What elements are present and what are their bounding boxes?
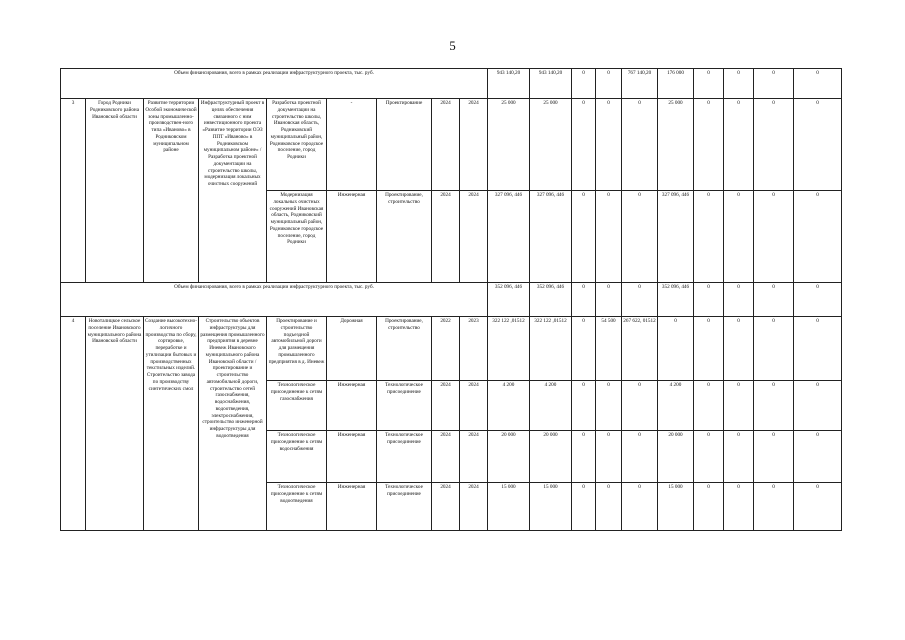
end-year-cell: 2024 <box>460 191 488 283</box>
value-cell: 0 <box>754 381 794 431</box>
value-cell: 0 <box>622 99 658 191</box>
value-cell: 25 000 <box>658 99 694 191</box>
value-cell: 15 000 <box>488 483 530 531</box>
summary-value: 0 <box>596 283 622 317</box>
value-cell: 0 <box>794 483 842 531</box>
object-type-cell: Инженерная <box>327 191 377 283</box>
end-year-cell: 2024 <box>460 99 488 191</box>
value-cell: 322 122 ,01512 <box>530 317 572 381</box>
value-cell: 0 <box>794 99 842 191</box>
start-year-cell: 2024 <box>432 191 460 283</box>
stage-cell: Технологическое присоединение <box>377 431 432 483</box>
value-cell: 0 <box>596 431 622 483</box>
end-year-cell: 2023 <box>460 317 488 381</box>
value-cell: 327 096, 446 <box>530 191 572 283</box>
stage-cell: Проектирование <box>377 99 432 191</box>
value-cell: 0 <box>572 483 596 531</box>
value-cell: 20 000 <box>658 431 694 483</box>
summary-value: 352 096, 446 <box>488 283 530 317</box>
stage-cell: Технологическое присоединение <box>377 381 432 431</box>
value-cell: 20 000 <box>488 431 530 483</box>
start-year-cell: 2024 <box>432 431 460 483</box>
value-cell: 4 200 <box>658 381 694 431</box>
start-year-cell: 2024 <box>432 483 460 531</box>
summary-value: 0 <box>694 283 724 317</box>
value-cell: 15 000 <box>530 483 572 531</box>
summary-value: 943 140,20 <box>530 69 572 99</box>
goal-cell: Создание высокотехно-логичного производства по сбору, сортировке, переработке и утилизации бытовых и производственных текстильных изделий. Строительство завода по производству синтетических смол <box>144 317 199 531</box>
table-row <box>61 317 842 381</box>
summary-label: Объем финансирования, всего в рамках реализации инфраструктурного проекта, тыс. руб. <box>61 69 488 99</box>
goal-cell: Развитие территории Особой экономической зоны промышленно-производствен-ного типа «Иваново» в Родниковском муниципальном районе <box>144 99 199 283</box>
start-year-cell: 2024 <box>432 381 460 431</box>
value-cell: 0 <box>794 191 842 283</box>
project-cell: Строительство объектов инфраструктуры для размещения промышленного предприятия в деревне Иневеж Ивановского муниципального района Ивановской области / проектирование и строительство автомобильной дороги, строительство сетей газоснабжения, водоснабжения, водоотведения, электроснабжения, строительство инженерной инфраструктуры для водоотведения <box>199 317 267 531</box>
end-year-cell: 2024 <box>460 431 488 483</box>
object-type-cell: Инженерная <box>327 431 377 483</box>
value-cell: 0 <box>596 381 622 431</box>
value-cell: 0 <box>724 191 754 283</box>
value-cell: 0 <box>754 431 794 483</box>
value-cell: 0 <box>596 191 622 283</box>
summary-value: 0 <box>622 283 658 317</box>
end-year-cell: 2024 <box>460 483 488 531</box>
stage-cell: Проектирование, строительство <box>377 317 432 381</box>
end-year-cell: 2024 <box>460 381 488 431</box>
page-number: 5 <box>449 38 456 53</box>
value-cell: 0 <box>754 99 794 191</box>
summary-value: 767 140,20 <box>622 69 658 99</box>
summary-value: 0 <box>694 69 724 99</box>
stage-cell: Проектирование, строительство <box>377 191 432 283</box>
summary-value: 176 000 <box>658 69 694 99</box>
value-cell: 0 <box>572 99 596 191</box>
object-name-cell: Модернизация локальных очистных сооружений Ивановская область, Родниковский муниципальный район, Родниковское городское поселение, город Родники <box>267 191 327 283</box>
row-number: 3 <box>61 99 86 283</box>
territory-cell: Новоталицкое сельское поселение Ивановского муниципального района Ивановской области <box>86 317 144 531</box>
value-cell: 0 <box>572 381 596 431</box>
summary-value: 0 <box>724 69 754 99</box>
value-cell: 267 622, 01512 <box>622 317 658 381</box>
value-cell: 0 <box>694 483 724 531</box>
object-type-cell: Инженерная <box>327 483 377 531</box>
value-cell: 0 <box>694 191 724 283</box>
summary-value: 943 140,20 <box>488 69 530 99</box>
value-cell: 0 <box>694 381 724 431</box>
object-name-cell: Проектирование и строительство подъездной автомобильной дороги для размещения промышленного предприятия в д. Иневеж <box>267 317 327 381</box>
value-cell: 25 000 <box>530 99 572 191</box>
value-cell: 0 <box>596 483 622 531</box>
value-cell: 0 <box>794 381 842 431</box>
value-cell: 4 200 <box>488 381 530 431</box>
value-cell: 15 000 <box>658 483 694 531</box>
value-cell: 0 <box>694 99 724 191</box>
value-cell: 0 <box>724 381 754 431</box>
summary-value: 0 <box>572 283 596 317</box>
value-cell: 0 <box>754 191 794 283</box>
summary-value: 352 096, 446 <box>658 283 694 317</box>
summary-row <box>61 283 842 317</box>
project-cell: Инфраструктурный проект в целях обеспечения связанного с ним инвестиционного проекта «Развитие территории ОЭЗ ППТ «Иваново» в Родниковском муниципальном районе» / Разработка проектной документации на строительство школы, модернизация локальных очистных сооружений <box>199 99 267 283</box>
value-cell: 0 <box>572 191 596 283</box>
start-year-cell: 2022 <box>432 317 460 381</box>
value-cell: 0 <box>754 317 794 381</box>
value-cell: 0 <box>754 483 794 531</box>
object-type-cell: Дорожная <box>327 317 377 381</box>
summary-value: 352 096, 446 <box>530 283 572 317</box>
summary-value: 0 <box>754 69 794 99</box>
table-row <box>61 99 842 191</box>
territory-cell: Город Родники Родниковского района Ивановской области <box>86 99 144 283</box>
summary-value: 0 <box>572 69 596 99</box>
value-cell: 327 096, 446 <box>488 191 530 283</box>
row-number: 4 <box>61 317 86 531</box>
value-cell: 0 <box>622 483 658 531</box>
value-cell: 0 <box>724 431 754 483</box>
summary-value: 0 <box>596 69 622 99</box>
value-cell: 0 <box>572 431 596 483</box>
value-cell: 0 <box>694 317 724 381</box>
value-cell: 0 <box>724 99 754 191</box>
summary-value: 0 <box>754 283 794 317</box>
value-cell: 0 <box>622 191 658 283</box>
object-name-cell: Разработка проектной документации на строительство школы, Ивановская область, Родниковский муниципальный район, Родниковское городское поселение, город Родники <box>267 99 327 191</box>
infrastructure-table <box>60 68 842 531</box>
value-cell: 54 500 <box>596 317 622 381</box>
value-cell: 0 <box>724 317 754 381</box>
stage-cell: Технологическое присоединение <box>377 483 432 531</box>
value-cell: 0 <box>724 483 754 531</box>
value-cell: 20 000 <box>530 431 572 483</box>
object-name-cell: Технологическое присоединение к сетям водоотведения <box>267 483 327 531</box>
summary-label: Объем финансирования, всего в рамках реализации инфраструктурного проекта, тыс. руб. <box>61 283 488 317</box>
value-cell: 0 <box>572 317 596 381</box>
object-name-cell: Технологическое присоединение к сетям газоснабжения <box>267 381 327 431</box>
value-cell: 0 <box>658 317 694 381</box>
value-cell: 25 000 <box>488 99 530 191</box>
value-cell: 0 <box>794 317 842 381</box>
object-type-cell: - <box>327 99 377 191</box>
summary-row <box>61 69 842 99</box>
value-cell: 322 122 ,01512 <box>488 317 530 381</box>
value-cell: 0 <box>622 431 658 483</box>
value-cell: 0 <box>596 99 622 191</box>
value-cell: 0 <box>694 431 724 483</box>
value-cell: 0 <box>794 431 842 483</box>
object-name-cell: Технологическое присоединение к сетям водоснабжения <box>267 431 327 483</box>
value-cell: 4 200 <box>530 381 572 431</box>
value-cell: 0 <box>622 381 658 431</box>
object-type-cell: Инженерная <box>327 381 377 431</box>
value-cell: 327 096, 446 <box>658 191 694 283</box>
summary-value: 0 <box>794 69 842 99</box>
start-year-cell: 2024 <box>432 99 460 191</box>
summary-value: 0 <box>794 283 842 317</box>
summary-value: 0 <box>724 283 754 317</box>
